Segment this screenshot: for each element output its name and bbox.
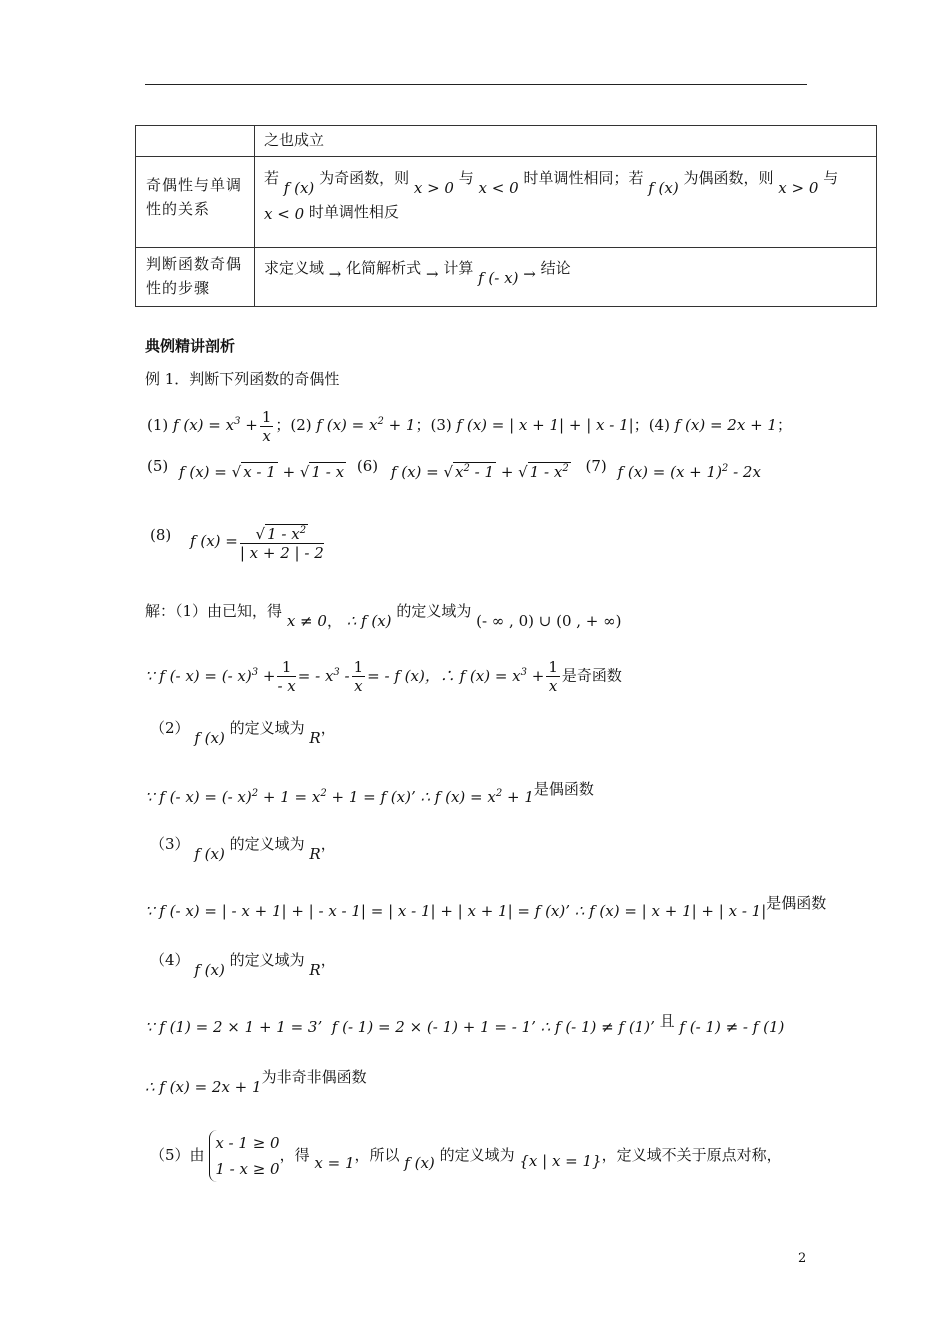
text: 若	[264, 169, 280, 187]
arrow-icon: →	[425, 265, 439, 283]
table-cell	[255, 157, 877, 248]
math: ∴ f (x)	[346, 612, 392, 630]
math: f (- x)	[478, 269, 519, 287]
math: x > 0	[778, 179, 819, 197]
solution-2-calc: ∵ f (- x) = (- $x)^2 + 1 = x^2 + 1 = f$ (x)’ ∴ f $(x) = x^2 + 1$是偶函数	[145, 780, 594, 806]
arrow-icon: →	[328, 265, 342, 283]
label: (5)	[147, 457, 169, 475]
text: ，	[320, 719, 336, 737]
label: ；(2)	[275, 416, 312, 434]
text: 的定义域为	[229, 951, 305, 969]
math: f (x)	[194, 729, 225, 747]
label: (8)	[150, 526, 172, 544]
math: (- ∞ , 0) ∪ (0 , + ∞)	[476, 612, 622, 630]
solution-2-domain	[150, 717, 336, 747]
text: 是偶函数	[533, 780, 594, 798]
step-text: 计算	[443, 259, 474, 277]
math: x = 1	[314, 1154, 355, 1172]
label: ；(3)	[415, 416, 452, 434]
math: x < 0	[264, 205, 305, 223]
text: 解：（1）由已知，得	[145, 602, 283, 620]
solution-1-domain	[145, 600, 622, 630]
step-text: 求定义域	[264, 259, 325, 277]
solution-4-domain	[150, 949, 336, 979]
math: {x | x = 1}	[519, 1152, 602, 1170]
solution-3-calc: ∵ f (- x) = | - x + 1| + | - x - 1| = | x - 1| + | x + 1| = f (x)’ ∴ f (x) = | x + 1| + | x - 1|是偶函数	[145, 894, 827, 920]
text: 与	[458, 169, 474, 187]
page-number: 2	[798, 1251, 807, 1266]
text: （5）由	[150, 1146, 205, 1164]
table-row	[136, 157, 877, 248]
arrow-icon: →	[523, 265, 536, 283]
solution-4-conclusion: ∴ f (x) = 2x + 1为非奇非偶函数	[145, 1068, 367, 1096]
table-row	[136, 126, 877, 157]
label: ；	[776, 416, 792, 434]
property-table	[135, 125, 877, 307]
problem-line-1: (1) f $(x) = x^3$ + $\frac{1}{x}$ ；(2) f $(x) = x^2 + 1$；(3) f (x) = | x + 1| + | x - 1|；(4) f (x) = 2x + 1；	[147, 407, 792, 445]
math: f (x)	[194, 845, 225, 863]
math: x > 0	[413, 179, 454, 197]
header-rule	[145, 84, 807, 85]
text: ，	[320, 835, 336, 853]
table-row	[136, 248, 877, 307]
text: 与	[823, 169, 839, 187]
text: 时单调性相同；若	[523, 169, 644, 187]
math: x ≠ 0	[286, 612, 327, 630]
text: 的定义域为	[439, 1146, 515, 1164]
step-text: 化简解析式	[346, 259, 422, 277]
math: x < 0	[478, 179, 519, 197]
text: 的定义域为	[396, 602, 472, 620]
math: R	[309, 729, 321, 747]
text: ，得	[279, 1146, 310, 1164]
math: f (x)	[194, 961, 225, 979]
step-text: 结论	[540, 259, 571, 277]
text: 为非奇非偶函数	[261, 1068, 367, 1086]
text: 是奇函数	[561, 666, 622, 685]
example-title: 例 1．判断下列函数的奇偶性	[145, 370, 340, 388]
text: 时单调性相反	[308, 203, 399, 221]
text: 的定义域为	[229, 719, 305, 737]
solution-4-calc: ∵ f (1) = 2 × 1 + 1 = 3’ f (- 1) = 2 × (- 1) + 1 = - 1’ ∴ f (- 1) ≠ f (1)’ 且 f (- 1) ≠ - f (1)	[145, 1012, 785, 1036]
section-title: 典例精讲剖析	[145, 337, 236, 355]
text: （4）	[150, 951, 190, 969]
solution-5	[150, 1130, 782, 1182]
empty-cell	[136, 126, 255, 157]
math: R	[309, 961, 321, 979]
label: (7)	[585, 457, 607, 475]
solution-1-calc: ∵ f (- x) = (- x)$^3$ + $\frac{1}{- x}$ = - $x^3$ - $\frac{1}{x}$ = - f (x)，∴ f $(x) = x^3$ + $\frac{1}{x}$ 是奇函数	[145, 658, 622, 695]
text: 的定义域为	[229, 835, 305, 853]
table-cell: 之也成立	[255, 126, 877, 157]
text: （3）	[150, 835, 190, 853]
problem-line-2: (5) f (x) = √ x - 1 + √ 1 - x (6) f (x) = √ $x^2 - 1$ + √ $1 - x^2$ (7) f $(x) = (x + 1)^2 - 2x$	[147, 457, 761, 481]
solution-3-domain	[150, 833, 336, 863]
label: ；(4)	[633, 416, 670, 434]
label: (1)	[147, 416, 169, 434]
text: ，	[320, 951, 336, 969]
table-label: 判断函数奇偶性的步骤	[136, 248, 255, 307]
text: ，定义域不关于原点对称，	[601, 1146, 782, 1164]
math-fx: f (x)	[648, 179, 679, 197]
table-label: 奇偶性与单调性的关系	[136, 157, 255, 248]
math: R	[309, 845, 321, 863]
text: 是偶函数	[766, 894, 827, 912]
problem-8: (8) f (x) = $\frac{√ 1 - x^2}{| x + 2 | - 2}$	[150, 522, 326, 562]
text: 为奇函数，则	[319, 169, 410, 187]
text: 为偶函数，则	[683, 169, 774, 187]
text: 且	[659, 1012, 675, 1030]
text: （2）	[150, 719, 190, 737]
label: (6)	[356, 457, 379, 475]
text: ，	[326, 612, 342, 630]
text: ，所以	[354, 1146, 400, 1164]
math-fx: f (x)	[283, 179, 315, 197]
table-cell	[255, 248, 877, 307]
inequality-system: x - 1 ≥ 0 1 - x ≥ 0	[209, 1130, 279, 1182]
math: f (x)	[404, 1154, 435, 1172]
